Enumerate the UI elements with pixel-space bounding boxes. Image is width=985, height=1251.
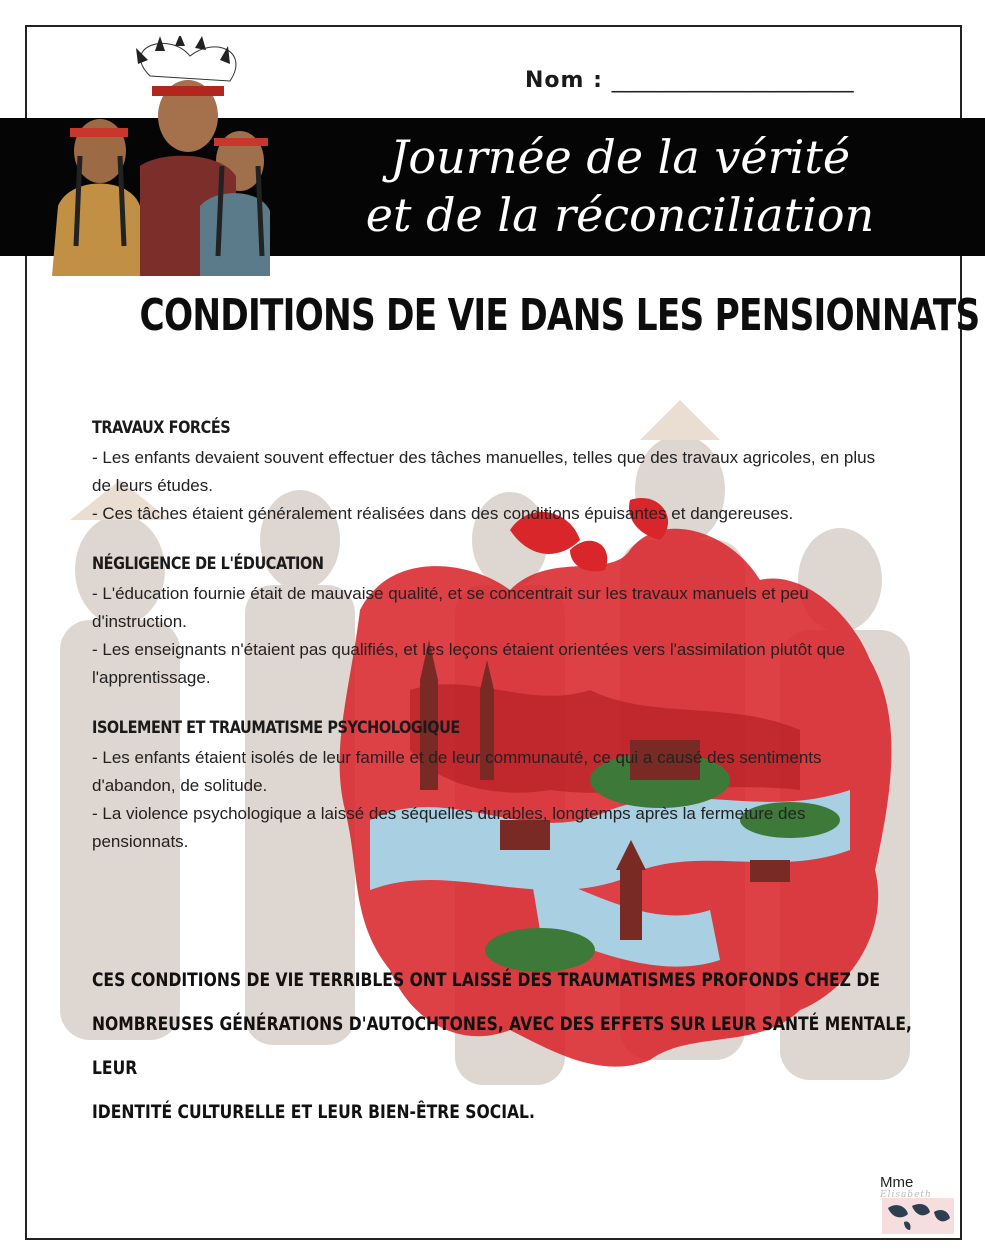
section-heading: ISOLEMENT ET TRAUMATISME PSYCHOLOGIQUE	[92, 718, 460, 738]
content-sections	[92, 418, 892, 882]
bullet-text: - Les enfants étaient isolés de leur famille et de leur communauté, ce qui a causé des sentiments d'abandon, de solitude.	[92, 748, 822, 795]
conclusion-line-2: NOMBREUSES GÉNÉRATIONS D'AUTOCHTONES, AVEC DES EFFETS SUR LEUR SANTÉ MENTALE, LEUR	[92, 1013, 912, 1079]
banner-title-line-1: Journée de la vérité	[389, 130, 851, 184]
name-field[interactable]	[525, 68, 945, 104]
name-label: Nom :	[525, 68, 603, 93]
logo-subtext: Elisabeth	[880, 1190, 932, 1200]
section-isolement-traumatisme	[92, 718, 892, 856]
page-title: CONDITIONS DE VIE DANS LES PENSIONNATS	[139, 290, 980, 341]
bullet-text: - Les enseignants n'étaient pas qualifiés, et les leçons étaient orientées vers l'assimilation plutôt que l'apprentissage.	[92, 640, 846, 687]
banner-title	[300, 128, 940, 244]
conclusion-line-1: CES CONDITIONS DE VIE TERRIBLES ONT LAISSÉ DES TRAUMATISMES PROFONDS CHEZ DE	[92, 969, 880, 991]
section-heading: TRAVAUX FORCÉS	[92, 418, 231, 438]
conclusion-text	[92, 958, 912, 1134]
section-heading: NÉGLIGENCE DE L'ÉDUCATION	[92, 554, 324, 574]
conclusion-line-3: IDENTITÉ CULTURELLE ET LEUR BIEN-ÊTRE SOCIAL.	[92, 1101, 535, 1123]
bullet-text: - Les enfants devaient souvent effectuer des tâches manuelles, telles que des travaux agricoles, en plus de leurs études.	[92, 448, 876, 495]
banner-title-line-2: et de la réconciliation	[365, 188, 875, 242]
bullet-text: - L'éducation fournie était de mauvaise qualité, et se concentrait sur les travaux manuels et peu d'instruction.	[92, 584, 809, 631]
name-blank-line: ______________________	[611, 68, 854, 93]
section-travaux-forces	[92, 418, 892, 528]
section-negligence-education	[92, 554, 892, 692]
indigenous-elders-illustration	[40, 36, 270, 276]
bullet-text: - La violence psychologique a laissé des séquelles durables, longtemps après la fermeture des pensionnats.	[92, 804, 806, 851]
logo-text: Mme	[880, 1174, 914, 1191]
author-logo	[876, 1172, 958, 1238]
bullet-text: - Ces tâches étaient généralement réalisées dans des conditions épuisantes et dangereuses.	[92, 504, 794, 523]
